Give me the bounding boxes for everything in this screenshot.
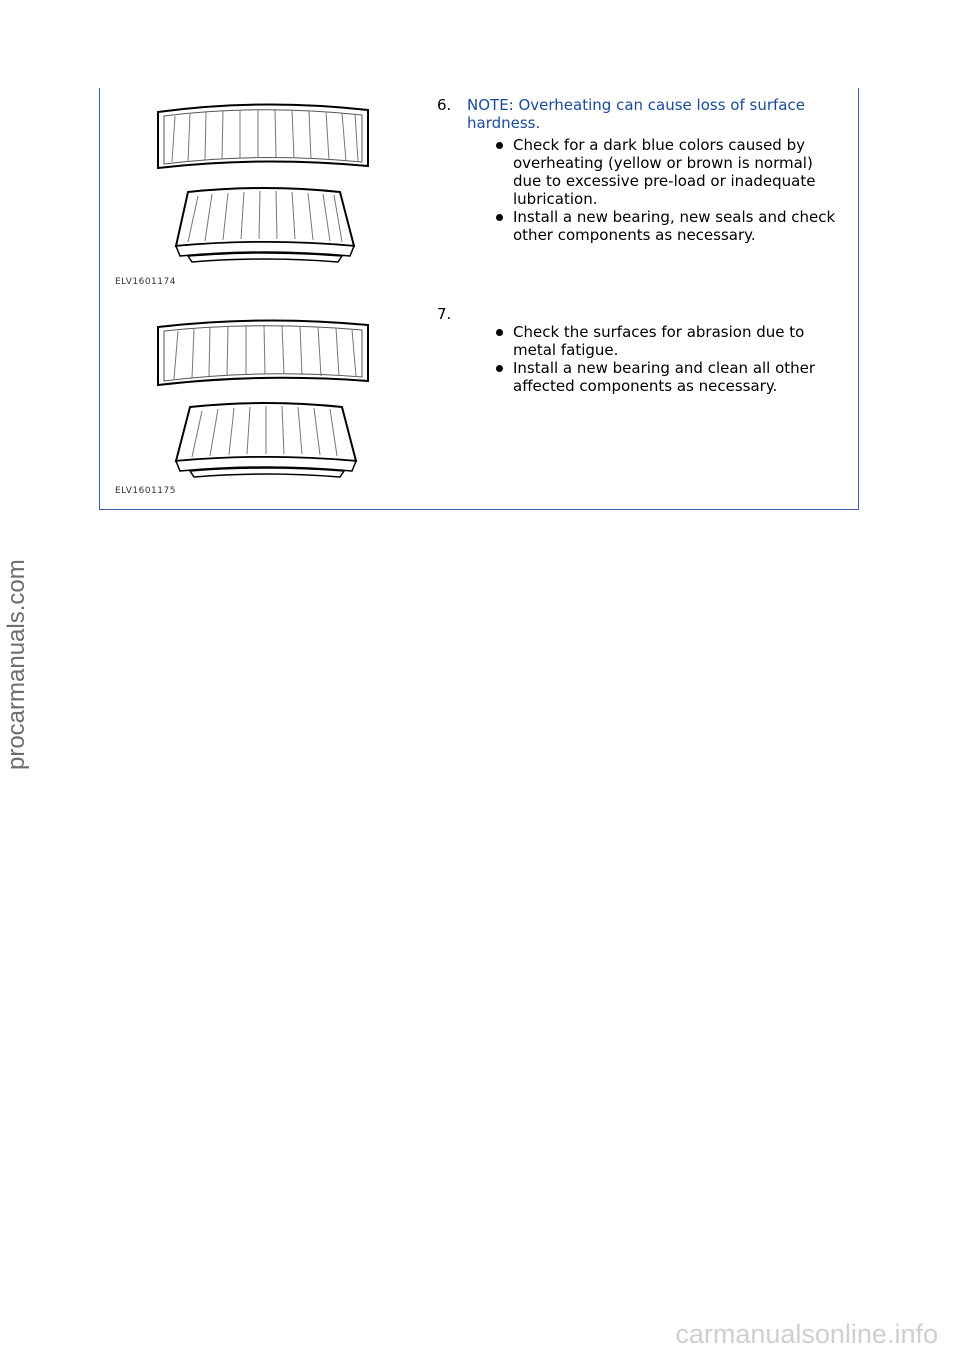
step-number: 6. xyxy=(437,96,452,114)
bearing-illustration-1 xyxy=(110,100,390,295)
bearing-illustration-2 xyxy=(110,315,390,495)
figure-code-2: ELV1601175 xyxy=(115,486,176,496)
step-number: 7. xyxy=(437,305,452,323)
bullet-item: Check the surfaces for abrasion due to metal fatigue. xyxy=(493,323,838,359)
bullet-list xyxy=(493,323,838,395)
note-text: NOTE: Overheating can cause loss of surface hardness. xyxy=(467,96,805,132)
bullet-item: Install a new bearing and clean all other affected components as necessary. xyxy=(493,359,838,395)
bullet-list xyxy=(493,136,838,244)
bottom-watermark: carmanualsonline.info xyxy=(675,1319,938,1349)
bullet-item: Check for a dark blue colors caused by overheating (yellow or brown is normal) due to excessive pre-load or inadequate lubrication. xyxy=(493,136,838,208)
side-watermark: procarmanuals.com xyxy=(3,559,30,770)
bullet-item: Install a new bearing, new seals and check other components as necessary. xyxy=(493,208,838,244)
figure-code-1: ELV1601174 xyxy=(115,277,176,287)
